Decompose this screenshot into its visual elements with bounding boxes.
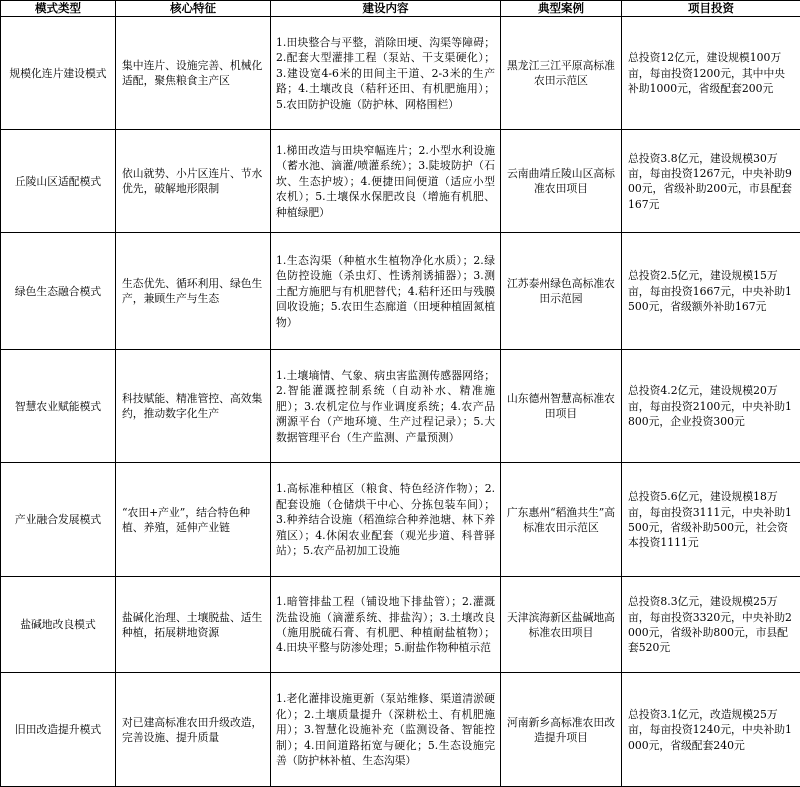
mode-type-cell: 智慧农业赋能模式: [1, 350, 116, 463]
construction-content-cell: 1.土壤墒情、气象、病虫害监测传感器网络；2.智能灌溉控制系统（自动补水、精准施肥）；3.农机定位与作业调度系统；4.农产品溯源平台（产地环境、生产过程记录）；5.大数据管理平台（生产监测、产量预测）: [271, 350, 501, 463]
mode-type-cell: 产业融合发展模式: [1, 463, 116, 577]
header-mode-type: 模式类型: [1, 1, 116, 17]
table-row: [1, 17, 800, 130]
table-row: [1, 673, 800, 787]
investment-cell: 总投资12亿元，建设规模100万亩，每亩投资1200元，其中中央补助1000元，省级配套200元: [622, 17, 800, 130]
core-feature-cell: 盐碱化治理、土壤脱盐、适生种植，拓展耕地资源: [116, 577, 271, 673]
construction-content-cell: 1.暗管排盐工程（铺设地下排盐管）；2.灌溉洗盐设施（滴灌系统、排盐沟）；3.土壤改良（施用脱硫石膏、有机肥、种植耐盐植物）；4.田块平整与防渗处理；5.耐盐作物种植示范: [271, 577, 501, 673]
table-row: [1, 350, 800, 463]
typical-case-cell: 山东德州智慧高标准农田项目: [501, 350, 622, 463]
header-typical-case: 典型案例: [501, 1, 622, 17]
investment-cell: 总投资3.1亿元，改造规模25万亩，每亩投资1240元，中央补助1000元，省级配套240元: [622, 673, 800, 787]
core-feature-cell: 集中连片、设施完善、机械化适配，聚焦粮食主产区: [116, 17, 271, 130]
typical-case-cell: 广东惠州“稻渔共生”高标准农田示范区: [501, 463, 622, 577]
construction-content-cell: 1.生态沟渠（种植水生植物净化水质）；2.绿色防控设施（杀虫灯、性诱剂诱捕器）；3.测土配方施肥与有机肥替代；4.秸秆还田与残膜回收设施；5.农田生态廊道（田埂种植固氮植物）: [271, 233, 501, 350]
construction-content-cell: 1.田块整合与平整，消除田埂、沟渠等障碍；2.配套大型灌排工程（泵站、干支渠硬化）；3.建设宽4-6米的田间主干道、2-3米的生产路；4.土壤改良（秸秆还田、有机肥施用）；5.农田防护设施（防护林、网格围栏）: [271, 17, 501, 130]
mode-type-cell: 绿色生态融合模式: [1, 233, 116, 350]
header-core-feature: 核心特征: [116, 1, 271, 17]
mode-type-cell: 丘陵山区适配模式: [1, 130, 116, 233]
construction-content-cell: 1.梯田改造与田块窄幅连片；2.小型水利设施（蓄水池、滴灌/喷灌系统）；3.陡坡防护（石坎、生态护坡）；4.便捷田间便道（适应小型农机）；5.土壤保水保肥改良（增施有机肥、种植绿肥）: [271, 130, 501, 233]
typical-case-cell: 河南新乡高标准农田改造提升项目: [501, 673, 622, 787]
core-feature-cell: “农田+产业”，结合特色种植、养殖，延伸产业链: [116, 463, 271, 577]
table-row: [1, 463, 800, 577]
mode-type-cell: 盐碱地改良模式: [1, 577, 116, 673]
header-row: [1, 1, 800, 17]
construction-content-cell: 1.高标准种植区（粮食、特色经济作物）；2.配套设施（仓储烘干中心、分拣包装车间）；3.种养结合设施（稻渔综合种养池塘、林下养殖区）；4.休闲农业配套（观光步道、科普驿站）；5.农产品初加工设施: [271, 463, 501, 577]
typical-case-cell: 天津滨海新区盐碱地高标准农田项目: [501, 577, 622, 673]
typical-case-cell: 江苏泰州绿色高标准农田示范园: [501, 233, 622, 350]
table-row: [1, 130, 800, 233]
typical-case-cell: 云南曲靖丘陵山区高标准农田项目: [501, 130, 622, 233]
core-feature-cell: 科技赋能、精准管控、高效集约，推动数字化生产: [116, 350, 271, 463]
core-feature-cell: 依山就势、小片区连片、节水优先，破解地形限制: [116, 130, 271, 233]
mode-type-cell: 规模化连片建设模式: [1, 17, 116, 130]
header-construction-content: 建设内容: [271, 1, 501, 17]
table-row: [1, 233, 800, 350]
investment-cell: 总投资3.8亿元，建设规模30万亩，每亩投资1267元，中央补助900元，省级补助200元，市县配套167元: [622, 130, 800, 233]
header-investment: 项目投资: [622, 1, 800, 17]
investment-cell: 总投资8.3亿元，建设规模25万亩，每亩投资3320元，中央补助2000元，省级补助800元，市县配套520元: [622, 577, 800, 673]
mode-type-cell: 旧田改造提升模式: [1, 673, 116, 787]
core-feature-cell: 对已建高标准农田升级改造，完善设施、提升质量: [116, 673, 271, 787]
investment-cell: 总投资5.6亿元，建设规模18万亩，每亩投资3111元，中央补助1500元，省级补助500元，社会资本投资1111元: [622, 463, 800, 577]
table-row: [1, 577, 800, 673]
typical-case-cell: 黑龙江三江平原高标准农田示范区: [501, 17, 622, 130]
core-feature-cell: 生态优先、循环利用、绿色生产，兼顾生产与生态: [116, 233, 271, 350]
investment-cell: 总投资2.5亿元，建设规模15万亩，每亩投资1667元，中央补助1500元，省级额外补助167元: [622, 233, 800, 350]
construction-content-cell: 1.老化灌排设施更新（泵站维修、渠道清淤硬化）；2.土壤质量提升（深耕松土、有机肥施用）；3.智慧化设施补充（监测设备、智能控制）；4.田间道路拓宽与硬化；5.生态设施完善（防护林补植、生态沟渠）: [271, 673, 501, 787]
investment-cell: 总投资4.2亿元，建设规模20万亩，每亩投资2100元，中央补助1800元，企业投资300元: [622, 350, 800, 463]
